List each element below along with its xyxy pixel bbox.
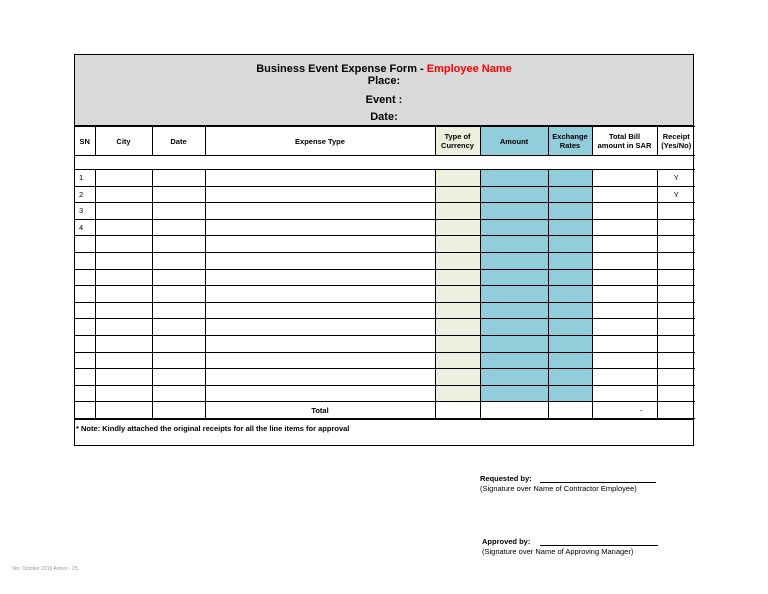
row-city[interactable]: [95, 219, 152, 236]
row-city[interactable]: [95, 352, 152, 369]
row-amount[interactable]: [480, 385, 548, 402]
row-exchange-rate[interactable]: [548, 286, 592, 303]
requested-by-label: Requested by:: [480, 474, 532, 483]
table-row: [75, 369, 695, 386]
col-header-currency: Type of Currency: [435, 127, 480, 156]
col-header-exchange-rates: Exchange Rates: [548, 127, 592, 156]
row-amount[interactable]: [480, 203, 548, 220]
row-receipt[interactable]: [657, 335, 695, 352]
row-city[interactable]: [95, 286, 152, 303]
row-city[interactable]: [95, 385, 152, 402]
row-sn[interactable]: 3: [75, 203, 95, 220]
row-expense-type[interactable]: [205, 302, 435, 319]
row-date[interactable]: [152, 203, 205, 220]
table-row: [75, 352, 695, 369]
row-receipt[interactable]: [657, 385, 695, 402]
row-date[interactable]: [152, 385, 205, 402]
row-sn[interactable]: [75, 269, 95, 286]
row-amount[interactable]: [480, 236, 548, 253]
row-receipt[interactable]: [657, 219, 695, 236]
row-expense-type[interactable]: [205, 385, 435, 402]
row-total-bill[interactable]: [592, 269, 657, 286]
row-expense-type[interactable]: [205, 352, 435, 369]
row-exchange-rate[interactable]: [548, 203, 592, 220]
row-currency[interactable]: [435, 385, 480, 402]
row-city[interactable]: [95, 186, 152, 203]
row-receipt[interactable]: [657, 319, 695, 336]
col-header-date: Date: [152, 127, 205, 156]
row-total-bill[interactable]: [592, 319, 657, 336]
row-amount[interactable]: [480, 302, 548, 319]
row-expense-type[interactable]: [205, 269, 435, 286]
row-total-bill[interactable]: [592, 186, 657, 203]
total-row: [75, 402, 695, 419]
spacer-row: [75, 156, 695, 170]
table-row: [75, 186, 695, 203]
table-header-row: [75, 127, 695, 156]
row-date[interactable]: [152, 219, 205, 236]
row-total-bill[interactable]: [592, 219, 657, 236]
event-label: Event :: [365, 94, 403, 106]
row-city[interactable]: [95, 302, 152, 319]
row-sn[interactable]: 4: [75, 219, 95, 236]
row-total-bill[interactable]: [592, 302, 657, 319]
row-amount[interactable]: [480, 319, 548, 336]
row-receipt[interactable]: [657, 302, 695, 319]
approved-signature-line: [540, 545, 658, 546]
requested-by-sub: (Signature over Name of Contractor Employee): [480, 484, 637, 493]
total-value: -: [592, 402, 657, 419]
row-currency[interactable]: [435, 236, 480, 253]
row-expense-type[interactable]: [205, 219, 435, 236]
row-date[interactable]: [152, 170, 205, 187]
row-total-bill[interactable]: [592, 369, 657, 386]
date-label: Date:: [370, 111, 398, 123]
form-title: [75, 63, 693, 75]
row-amount[interactable]: [480, 335, 548, 352]
row-expense-type[interactable]: [205, 319, 435, 336]
row-exchange-rate[interactable]: [548, 236, 592, 253]
row-currency[interactable]: [435, 369, 480, 386]
row-city[interactable]: [95, 170, 152, 187]
row-city[interactable]: [95, 269, 152, 286]
row-exchange-rate[interactable]: [548, 385, 592, 402]
table-row: [75, 319, 695, 336]
row-city[interactable]: [95, 335, 152, 352]
row-amount[interactable]: [480, 286, 548, 303]
row-exchange-rate[interactable]: [548, 319, 592, 336]
row-currency[interactable]: [435, 302, 480, 319]
row-currency[interactable]: [435, 170, 480, 187]
row-currency[interactable]: [435, 186, 480, 203]
row-exchange-rate[interactable]: [548, 269, 592, 286]
row-amount[interactable]: [480, 252, 548, 269]
row-total-bill[interactable]: [592, 286, 657, 303]
row-currency[interactable]: [435, 335, 480, 352]
row-date[interactable]: [152, 352, 205, 369]
row-currency[interactable]: [435, 352, 480, 369]
row-currency[interactable]: [435, 203, 480, 220]
row-exchange-rate[interactable]: [548, 335, 592, 352]
table-row: [75, 269, 695, 286]
row-total-bill[interactable]: [592, 352, 657, 369]
row-city[interactable]: [95, 252, 152, 269]
row-city[interactable]: [95, 369, 152, 386]
requested-signature: [480, 474, 660, 493]
approved-by-sub: (Signature over Name of Approving Manager): [482, 547, 634, 556]
col-header-city: City: [95, 127, 152, 156]
employee-name: Employee Name: [426, 63, 512, 75]
table-row: [75, 302, 695, 319]
row-sn[interactable]: [75, 286, 95, 303]
row-date[interactable]: [152, 369, 205, 386]
table-row: [75, 219, 695, 236]
row-date[interactable]: [152, 236, 205, 253]
expense-form: [74, 54, 694, 446]
row-sn[interactable]: [75, 252, 95, 269]
row-receipt[interactable]: [657, 203, 695, 220]
row-exchange-rate[interactable]: [548, 352, 592, 369]
row-amount[interactable]: [480, 186, 548, 203]
row-expense-type[interactable]: [205, 286, 435, 303]
row-receipt[interactable]: [657, 352, 695, 369]
row-receipt[interactable]: [657, 286, 695, 303]
row-city[interactable]: [95, 319, 152, 336]
row-date[interactable]: [152, 269, 205, 286]
total-label: Total: [205, 402, 435, 419]
row-expense-type[interactable]: [205, 369, 435, 386]
row-sn[interactable]: [75, 352, 95, 369]
row-sn[interactable]: [75, 335, 95, 352]
row-receipt[interactable]: Y: [657, 170, 695, 187]
place-label: Place:: [367, 75, 401, 87]
approved-by-label: Approved by:: [482, 537, 531, 546]
row-total-bill[interactable]: [592, 385, 657, 402]
row-sn[interactable]: [75, 302, 95, 319]
note-text: * Note: Kindly attached the original receipts for all the line items for approval: [75, 419, 693, 445]
col-header-sn: SN: [75, 127, 95, 156]
row-expense-type[interactable]: [205, 203, 435, 220]
row-currency[interactable]: [435, 219, 480, 236]
row-currency[interactable]: [435, 252, 480, 269]
row-currency[interactable]: [435, 286, 480, 303]
row-exchange-rate[interactable]: [548, 186, 592, 203]
row-exchange-rate[interactable]: [548, 170, 592, 187]
version-footer: Ver. October 2019 Annex - 25: [12, 566, 78, 572]
row-date[interactable]: [152, 319, 205, 336]
col-header-amount: Amount: [480, 127, 548, 156]
table-row: [75, 203, 695, 220]
row-total-bill[interactable]: [592, 335, 657, 352]
row-sn[interactable]: [75, 385, 95, 402]
row-city[interactable]: [95, 203, 152, 220]
row-date[interactable]: [152, 186, 205, 203]
row-total-bill[interactable]: [592, 252, 657, 269]
row-receipt[interactable]: [657, 252, 695, 269]
table-row: [75, 385, 695, 402]
row-amount[interactable]: [480, 269, 548, 286]
row-exchange-rate[interactable]: [548, 302, 592, 319]
row-total-bill[interactable]: [592, 203, 657, 220]
row-exchange-rate[interactable]: [548, 252, 592, 269]
row-date[interactable]: [152, 252, 205, 269]
row-city[interactable]: [95, 236, 152, 253]
col-header-receipt: Receipt (Yes/No): [657, 127, 695, 156]
expense-table: [75, 126, 695, 419]
row-receipt[interactable]: [657, 269, 695, 286]
row-expense-type[interactable]: [205, 170, 435, 187]
row-sn[interactable]: 1: [75, 170, 95, 187]
approved-signature: [482, 537, 662, 556]
row-sn[interactable]: 2: [75, 186, 95, 203]
table-row: [75, 236, 695, 253]
row-expense-type[interactable]: [205, 186, 435, 203]
row-total-bill[interactable]: [592, 236, 657, 253]
table-row: [75, 286, 695, 303]
row-date[interactable]: [152, 286, 205, 303]
row-receipt[interactable]: Y: [657, 186, 695, 203]
row-sn[interactable]: [75, 369, 95, 386]
col-header-total-bill: Total Bill amount in SAR: [592, 127, 657, 156]
row-exchange-rate[interactable]: [548, 219, 592, 236]
row-exchange-rate[interactable]: [548, 369, 592, 386]
form-title-text: Business Event Expense Form -: [256, 63, 427, 75]
row-receipt[interactable]: [657, 369, 695, 386]
row-amount[interactable]: [480, 352, 548, 369]
row-date[interactable]: [152, 302, 205, 319]
row-total-bill[interactable]: [592, 170, 657, 187]
table-row: [75, 170, 695, 187]
form-header: [75, 55, 693, 126]
row-amount[interactable]: [480, 170, 548, 187]
row-currency[interactable]: [435, 319, 480, 336]
table-row: [75, 335, 695, 352]
row-amount[interactable]: [480, 219, 548, 236]
col-header-expense-type: Expense Type: [205, 127, 435, 156]
row-receipt[interactable]: [657, 236, 695, 253]
requested-signature-line: [540, 482, 656, 483]
row-sn[interactable]: [75, 236, 95, 253]
row-amount[interactable]: [480, 369, 548, 386]
row-sn[interactable]: [75, 319, 95, 336]
row-expense-type[interactable]: [205, 236, 435, 253]
row-expense-type[interactable]: [205, 252, 435, 269]
row-currency[interactable]: [435, 269, 480, 286]
row-date[interactable]: [152, 335, 205, 352]
table-row: [75, 252, 695, 269]
row-expense-type[interactable]: [205, 335, 435, 352]
